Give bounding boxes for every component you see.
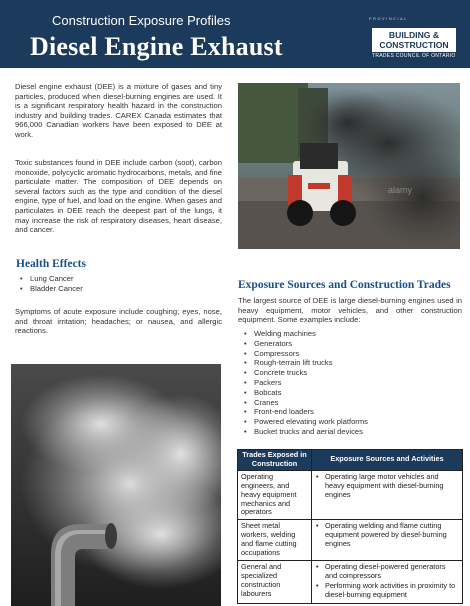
bobcat-exhaust-photo bbox=[238, 83, 460, 249]
health-effects-list bbox=[18, 274, 83, 294]
header-banner bbox=[0, 0, 470, 68]
sources-cell bbox=[312, 520, 463, 561]
logo-subtext: TRADES COUNCIL OF ONTARIO bbox=[372, 53, 456, 59]
list-item: • Bucket trucks and aerial devices bbox=[242, 427, 368, 437]
list-item: • Packers bbox=[242, 378, 368, 388]
list-item: • Performing work activities in proximity to diesel-burning equipment bbox=[315, 582, 459, 600]
table-row bbox=[238, 560, 463, 603]
list-item: • Compressors bbox=[242, 349, 368, 359]
list-item: • Lung Cancer bbox=[18, 274, 83, 284]
list-item: • Generators bbox=[242, 339, 368, 349]
list-item: • Welding machines bbox=[242, 329, 368, 339]
list-item: • Rough-terrain lift trucks bbox=[242, 358, 368, 368]
page-title: Diesel Engine Exhaust bbox=[30, 32, 283, 61]
column-header-sources: Exposure Sources and Activities bbox=[312, 450, 463, 471]
exposure-intro: The largest source of DEE is large diesel-burning engines used in heavy equipment, motor vehicles, and other construction equipment. Some examples include: bbox=[238, 296, 462, 325]
trade-cell: Sheet metal workers, welding and flame cutting occupations bbox=[238, 520, 312, 561]
trade-cell: Operating engineers, and heavy equipment mechanics and operators bbox=[238, 470, 312, 520]
equipment-list bbox=[242, 329, 368, 437]
list-item: • Bladder Cancer bbox=[18, 284, 83, 294]
list-item: • Bobcats bbox=[242, 388, 368, 398]
list-item: • Operating welding and flame cutting equipment powered by diesel-burning engines bbox=[315, 522, 459, 549]
list-item: • Front-end loaders bbox=[242, 407, 368, 417]
table-header-row bbox=[238, 450, 463, 471]
list-item: • Operating diesel-powered generators and compressors bbox=[315, 563, 459, 581]
list-item: • Cranes bbox=[242, 398, 368, 408]
list-item: • Operating large motor vehicles and heavy equipment with diesel-burning engines bbox=[315, 473, 459, 500]
toxic-substances-paragraph: Toxic substances found in DEE include carbon (soot), carbon monoxide, polycyclic aromatic hydrocarbons, metals, and fine particulate matter. The composition of DEE depends on several factors such as the type and condition of the diesel engine, type of fuel, and load on the engine. When gases and particulates in DEE reach the deepest part of the lungs, it may increase the risk of respiratory diseases, heart disease, and cancer. bbox=[15, 158, 222, 235]
intro-paragraph: Diesel engine exhaust (DEE) is a mixture of gases and tiny particles, produced when diesel-burning engines are used. It is a significant respiratory health hazard in the construction industry and building trades. CAREX Canada estimates that 966,000 Canadian workers have been exposed to DEE at work. bbox=[15, 82, 222, 139]
health-effects-heading: Health Effects bbox=[16, 258, 86, 270]
sources-cell bbox=[312, 470, 463, 520]
exposure-heading: Exposure Sources and Construction Trades bbox=[238, 279, 451, 291]
photo-watermark: alamy bbox=[388, 185, 413, 195]
list-item: • Powered elevating work platforms bbox=[242, 417, 368, 427]
logo bbox=[372, 28, 456, 52]
trade-cell: General and specialized construction labourers bbox=[238, 560, 312, 603]
trades-table bbox=[237, 449, 463, 604]
list-item: • Concrete trucks bbox=[242, 368, 368, 378]
column-header-trades: Trades Exposed in Construction bbox=[238, 450, 312, 471]
table-row bbox=[238, 470, 463, 520]
acute-exposure-paragraph: Symptoms of acute exposure include coughing; eyes, nose, and throat irritation; headaches; or nausea, and allergic reactions. bbox=[15, 307, 222, 336]
exhaust-pipe-photo bbox=[11, 364, 221, 606]
series-subtitle: Construction Exposure Profiles bbox=[52, 13, 231, 28]
sources-cell bbox=[312, 560, 463, 603]
logo-line-1: BUILDING & bbox=[388, 30, 440, 40]
logo-line-2: CONSTRUCTION bbox=[379, 40, 449, 50]
logo-tagline: PROVINCIAL bbox=[369, 17, 408, 21]
table-row bbox=[238, 520, 463, 561]
